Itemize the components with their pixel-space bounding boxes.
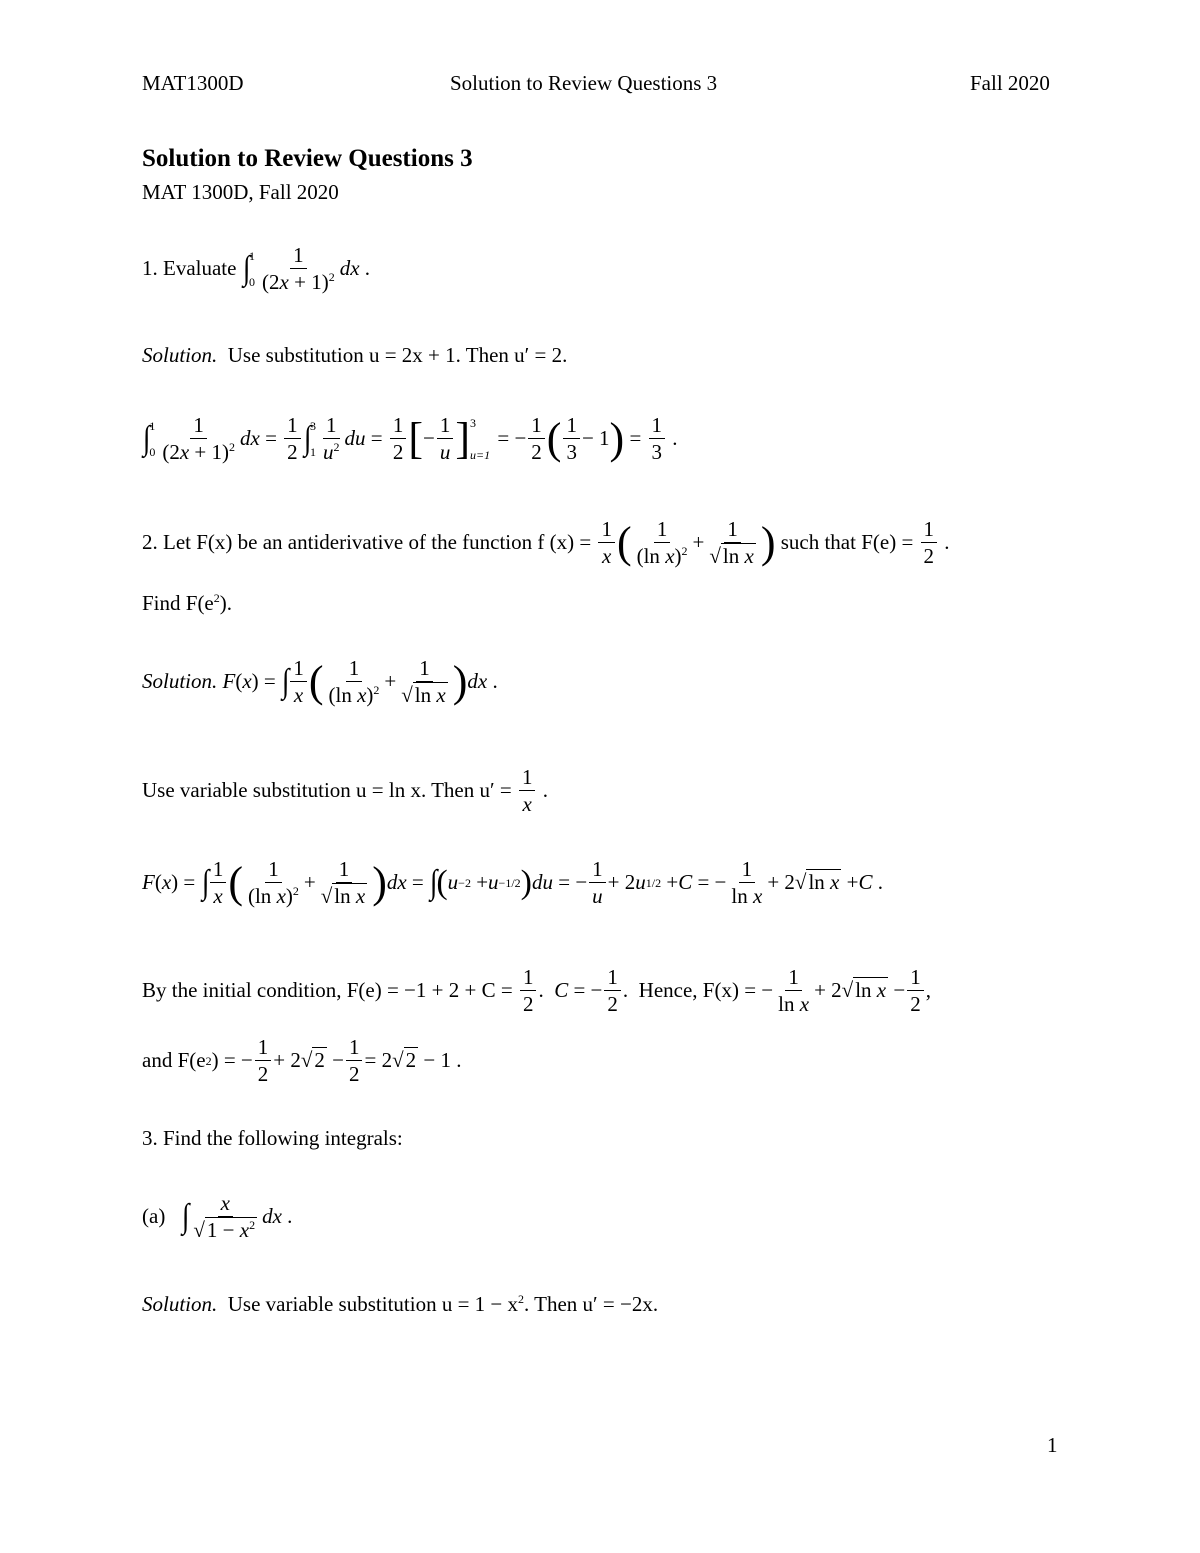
header-left: MAT1300D — [142, 71, 244, 95]
q2-antiderivative: F ( x ) = ∫ $\frac{1}{x}$ ( $\frac{1}{(\ln x)^2}$ + $\frac{1}{\text{√ln x}}$ ) dx = ∫ ( u −2 + u −1/2 ) du = − $\frac{1}{u}$ + 2 u 1/2 + C = − $\frac{1}{\text{ln x}}$ + 2 √ln x + C . — [142, 857, 883, 909]
q3-solution: Solution. Use variable substitution $u = 1 - x^2$. Then u′ = −2x. — [142, 1292, 659, 1316]
question-2-label: 2. Let F(x) be an antiderivative of the function f (x) = — [142, 530, 592, 555]
q1-solution-label: Solution. — [142, 343, 218, 367]
q1-computation: ∫ 1 0 $\frac{1}{(2x + 1)^2}$ dx = $\frac{1}{2}$ ∫ 3 1 $\frac{1}{u^2}$ du = $\frac{1}{2}$ [ − $\frac{1}{u}$ ] 3 u=1 = − $\frac{1}{2}$ ( $\frac{1}{3}$ − 1 ) = $\frac{1}{3}$ . — [142, 413, 678, 465]
question-3: 3. Find the following integrals: — [142, 1126, 403, 1150]
question-3a: (a) ∫ $\frac{x}{√1 - x^2}$ dx . — [142, 1191, 293, 1243]
q2-solution: Solution. F ( x ) = ∫ $\frac{1}{x}$ ( $\frac{1}{(\ln x)^2}$ + $\frac{1}{\text{√ln x}}$ ) dx . — [142, 656, 498, 708]
q2-such-that: such that F(e) = — [780, 530, 914, 555]
page-number: 1 — [1047, 1433, 1058, 1457]
q2-initial-condition: By the initial condition, F(e) = −1 + 2 + C = $\frac{1}{2}$ . C = − $\frac{1}{2}$ . Hence, F(x) = − $\frac{1}{\text{ln x}}$ + 2 √ln x − $\frac{1}{2}$ , — [142, 965, 931, 1017]
q2-and-text: and F(e — [142, 1048, 206, 1073]
q1-solution — [142, 345, 567, 366]
q2-substitution-text: Use variable substitution u = ln x. Then u′ = — [142, 778, 512, 803]
question-2: 2. Let F(x) be an antiderivative of the function f (x) = $\frac{1}{x}$ ( $\frac{1}{(\ln x)^2}$ + $\frac{1}{\text{√ln x}}$ ) such that F(e) = $\frac{1}{2}$ . — [142, 517, 950, 569]
q2-init-text: By the initial condition, F(e) = −1 + 2 + C = — [142, 978, 513, 1003]
q1-solution-text: Use substitution u = 2x + 1. Then u′ = 2. — [227, 343, 568, 367]
document-title: Solution to Review Questions 3 — [142, 145, 473, 172]
question-1-label: 1. Evaluate — [142, 256, 237, 281]
q2-hence: Hence, F(x) = — [638, 978, 757, 1003]
question-1: 1. Evaluate ∫ 1 0 $\frac{1}{(2x + 1)^2}$ dx . — [142, 243, 371, 295]
header-center: Solution to Review Questions 3 — [450, 71, 718, 95]
q2-final-answer: and F(e 2 ) = − $\frac{1}{2}$ + 2 √2 − $\frac{1}{2}$ = 2 √2 − 1 . — [142, 1035, 462, 1087]
header-right: Fall 2020 — [970, 71, 1050, 95]
q3-part-a-label: (a) — [142, 1204, 166, 1229]
document-subtitle: MAT 1300D, Fall 2020 — [142, 180, 339, 204]
q2-find: Find $F(e^2)$. — [142, 591, 233, 615]
q2-solution-label: Solution. — [142, 669, 218, 694]
q3-solution-label: Solution. — [142, 1292, 218, 1316]
q2-substitution: Use variable substitution u = ln x. Then u′ = $\frac{1}{x}$ . — [142, 765, 548, 817]
